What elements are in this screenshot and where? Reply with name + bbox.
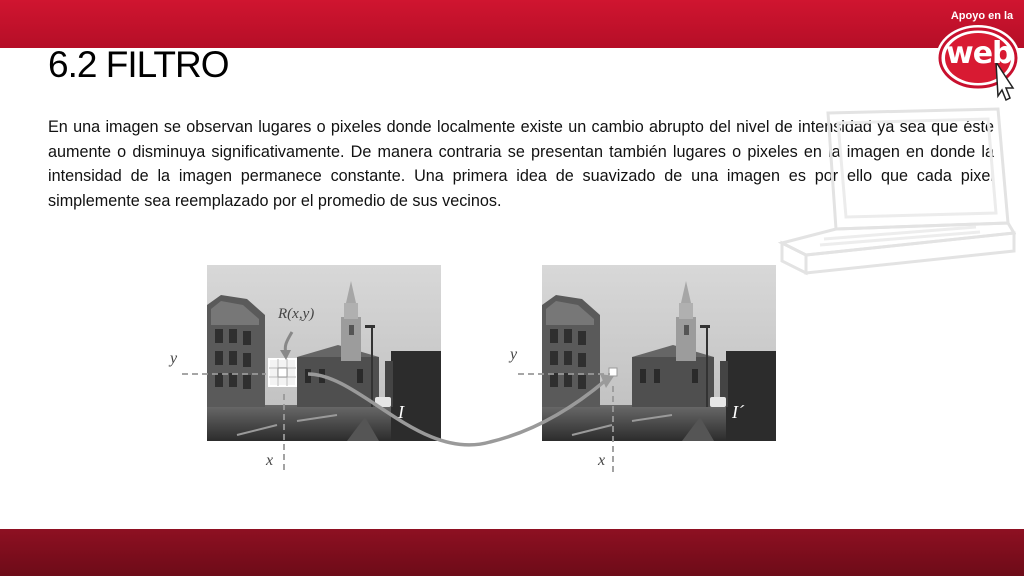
right-y-label: y (510, 346, 518, 363)
slide-title: 6.2 FILTRO (48, 44, 229, 85)
right-x-label: x (598, 452, 606, 469)
left-image-label: I (398, 402, 404, 422)
left-y-label: y (170, 350, 178, 367)
laptop-watermark-icon (776, 105, 1016, 283)
logo-word: web (946, 36, 1013, 71)
apoyo-web-logo (930, 0, 1024, 110)
right-image-label: I´ (732, 402, 744, 422)
region-label: R(x,y) (278, 306, 315, 322)
logo-caption: Apoyo en la (950, 10, 1014, 22)
filter-diagram (160, 262, 800, 474)
top-banner (0, 0, 1024, 48)
bottom-banner (0, 529, 1024, 576)
slide-body-text: En una imagen se observan lugares o pixeles donde localmente existe un cambio abrupto del nivel de intensidad ya sea que éste aumente o disminuya significativamente. De manera contraria se presentan también lugares o pixeles en la imagen en donde la intensidad de la imagen permanece constante. Una primera idea de suavizado de una imagen es por ello que cada pixel simplemente sea reemplazado por el promedio de sus vecinos. (48, 118, 994, 210)
left-x-label: x (266, 452, 274, 469)
filter-diagram-graphics (160, 262, 800, 474)
